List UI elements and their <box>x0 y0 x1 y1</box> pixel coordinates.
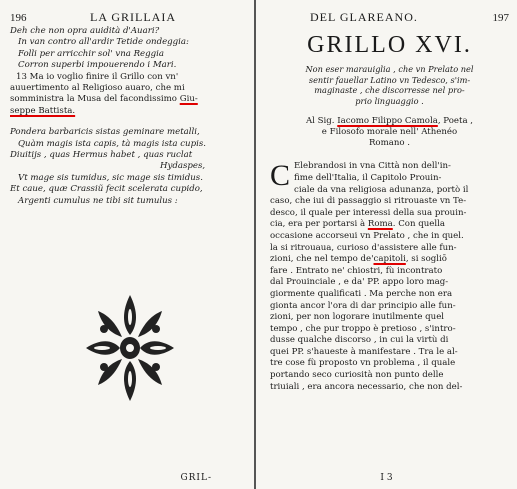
left-page <box>0 0 256 489</box>
body-line: quei PP. s'haueste à manifestare . Tra le al- <box>270 346 458 357</box>
prose-line: 13 Ma io voglio finire il Grillo con vn' <box>16 71 179 82</box>
summary-line: sentir fauellar Latino vn Tedesco, s'im- <box>308 74 471 85</box>
dedication-line: Al Sig. Iacomo Filippo Camola, Poeta , <box>305 116 474 127</box>
body-line: triuiali , era ancora necessario, che non del- <box>270 381 463 392</box>
underlined-name: seppe Battista. <box>10 105 76 116</box>
body-line: fime dell'Italia, il Capitolo Prouin- <box>294 172 442 183</box>
left-prose <box>10 72 246 118</box>
underlined-word: Roma <box>367 219 393 230</box>
body-line: zioni, per non logorare inutilmente quel <box>270 312 445 323</box>
verse-line: In van contro all'ardir Tetide ondeggia: <box>18 37 189 48</box>
chapter-body <box>270 161 509 393</box>
body-line: ciale da vna religiosa adunanza, portò il <box>294 184 469 195</box>
latin-verse <box>10 127 246 207</box>
body-line: caso, che iui di passaggio si ritrouaste vn Te- <box>270 196 467 207</box>
verse-stanza-1 <box>10 26 246 72</box>
verse-line: Et caue, quæ Crassiũ fecit scelerata cupido, <box>10 184 203 195</box>
body-line: zioni, che nel tempo de'capitoli, si sogliō <box>270 254 447 265</box>
verse-line: Argenti cumulus ne tibi sit tumulus : <box>18 195 178 206</box>
left-page-number: 196 <box>10 12 27 24</box>
body-line: occasione accorseui vn Prelato , che in quel. <box>270 230 464 241</box>
underlined-word: capitoli <box>373 254 406 265</box>
body-line: tre cose fù proposto vn problema , il quale <box>270 358 456 369</box>
right-page-number: 197 <box>492 12 509 24</box>
verse-line: Diuitijs , quas Hermus habet , quas ruclat <box>10 150 193 161</box>
underlined-name: Iacomo Filippo Camola <box>337 116 438 127</box>
body-line: giormente qualificati . Ma perche non era <box>270 288 453 299</box>
dedication-line: e Filosofo morale nell' Athenéo <box>321 127 458 138</box>
verse-line: Pondera barbaricis sistas geminare metalli, <box>10 127 200 138</box>
verse-line: Quàm magis ista capis, tà magis ista cupis. <box>18 138 206 149</box>
signature-mark: I 3 <box>380 473 393 483</box>
floral-ornament-icon <box>82 289 178 407</box>
verse-line: Deh che non opra auidità d'Auari? <box>10 26 160 36</box>
summary-line: Non eser marauiglia , che vn Prelato nel <box>305 64 474 74</box>
drop-cap: C <box>270 159 291 193</box>
verse-line: Vt mage sis tumidus, sic mage sis timidus. <box>18 172 203 183</box>
body-line: gionta ancor l'ora di dar principio alle fun- <box>270 300 456 311</box>
body-line: cia, era per portarsi à Roma. Con quella <box>270 219 445 230</box>
body-line: la si ritrouaua, curioso d'assistere alle fun- <box>270 242 457 253</box>
body-line: tempo , che pur troppo è pretioso , s'intro- <box>270 323 456 334</box>
summary-line: prio linguaggio . <box>355 95 424 106</box>
verse-line: Folli per arricchir sol' vna Reggia <box>18 48 165 59</box>
body-line: dal Prouinciale , e da' PP. appo loro mag- <box>270 277 449 288</box>
body-line: desco, il quale per interessi della sua prouin- <box>270 207 467 218</box>
right-running-head: DEL GLAREANO. <box>310 10 418 24</box>
verse-line: Hydaspes, <box>160 161 206 172</box>
left-catchword: GRIL- <box>180 473 212 483</box>
underlined-name: Giu- <box>179 94 198 105</box>
body-line: dusse qualche discorso , in cui la virtù di <box>270 335 449 346</box>
prose-line: auuertimento al Religioso auaro, che mi <box>10 83 185 94</box>
dedication-line: Romano . <box>368 138 411 149</box>
right-header <box>270 10 509 26</box>
body-line: Elebrandosi in vna Città non dell'in- <box>294 161 451 172</box>
right-page <box>256 0 517 489</box>
prose-line: somministra la Musa del facondissimo Giu- <box>10 94 198 105</box>
chapter-summary <box>280 64 499 106</box>
body-line: fare . Entrato ne' chiostri, fù incontrato <box>270 265 443 276</box>
left-header <box>10 10 246 26</box>
dedication <box>270 116 509 149</box>
chapter-title: GRILLO XVI. <box>307 32 472 58</box>
body-line: portando seco curiosità non punto delle <box>270 370 444 381</box>
prose-line <box>10 106 246 117</box>
verse-line: Corron superbi impouerendo i Mari. <box>18 60 177 71</box>
summary-line: maginaste , che discorresse nel pro- <box>314 85 465 96</box>
left-running-head: LA GRILLAIA <box>90 10 176 24</box>
